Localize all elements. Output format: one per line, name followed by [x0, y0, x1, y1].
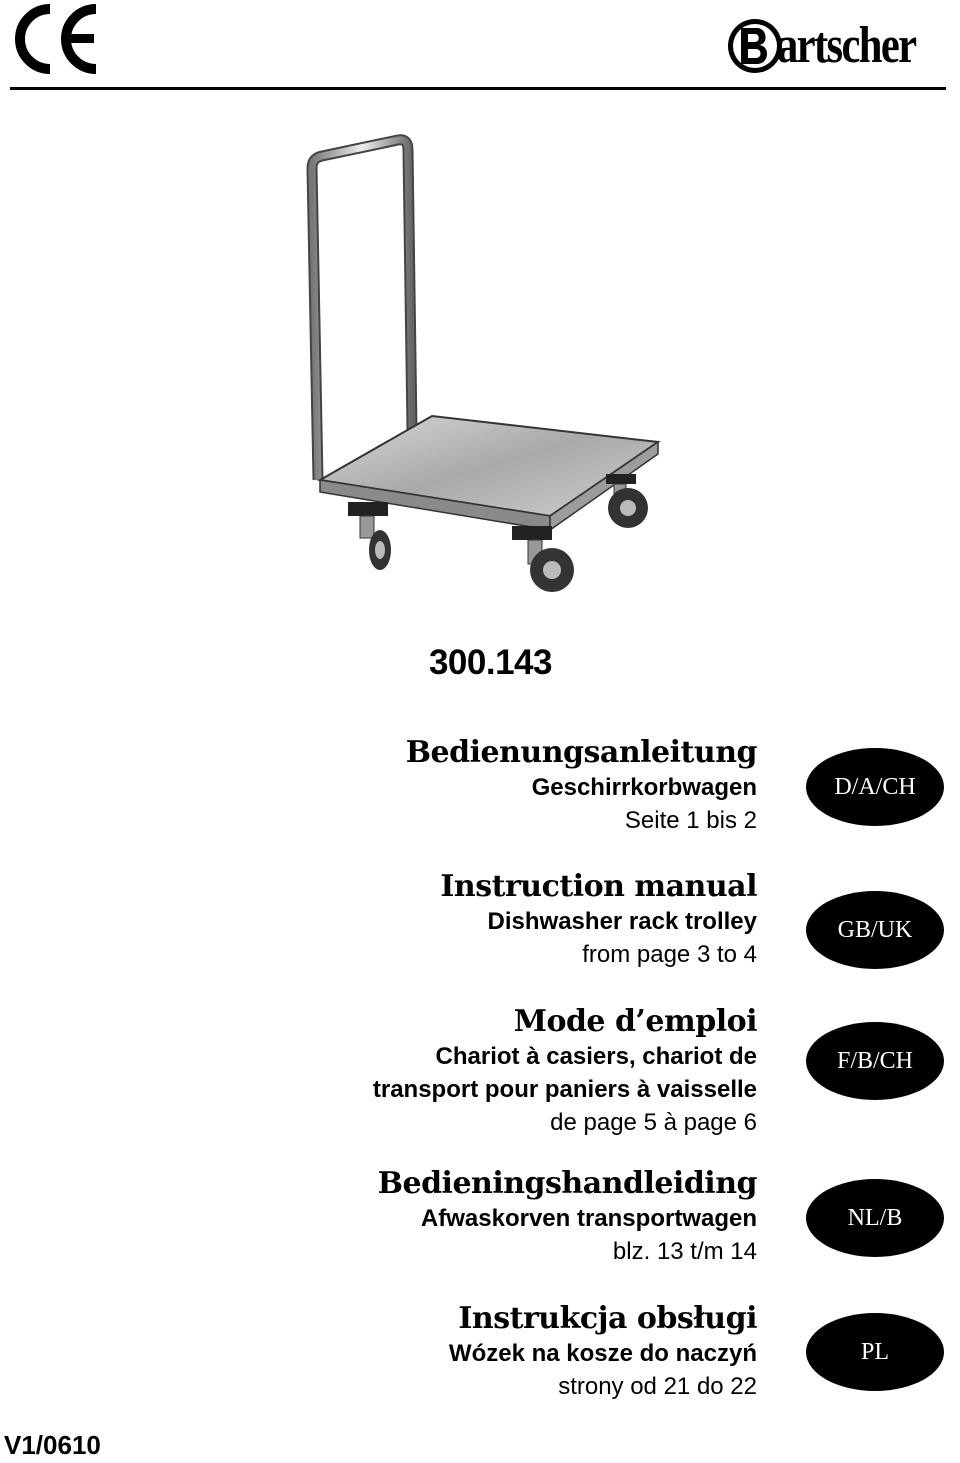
model-number: 300.143 — [428, 643, 552, 682]
language-badge-pl: PL — [806, 1313, 944, 1391]
manual-title-nl: Bedieningshandleiding — [377, 1166, 757, 1201]
language-section-fr — [197, 1004, 757, 1139]
manual-title-de: Bedienungsanleitung — [405, 735, 757, 770]
language-section-pl — [197, 1301, 757, 1403]
brand-logo — [727, 12, 946, 80]
language-badge-nl: NL/B — [806, 1179, 944, 1257]
language-section-en — [197, 869, 757, 971]
page-range-en: from page 3 to 4 — [582, 941, 757, 968]
ce-mark-icon — [10, 3, 102, 75]
product-name-en: Dishwasher rack trolley — [487, 908, 757, 935]
document-version: V1/0610 — [4, 1430, 101, 1460]
language-badge-fr: F/B/CH — [806, 1022, 944, 1100]
product-name-pl: Wózek na kosze do naczyń — [448, 1340, 757, 1367]
page-range-de: Seite 1 bis 2 — [624, 807, 757, 834]
brand-b-icon — [727, 16, 783, 76]
product-name-nl: Afwaskorven transportwagen — [420, 1205, 757, 1232]
page-range-pl: strony od 21 do 22 — [558, 1373, 757, 1400]
page-range-nl: blz. 13 t/m 14 — [612, 1238, 757, 1265]
brand-name: artscher — [777, 17, 916, 74]
language-section-de — [197, 735, 757, 837]
manual-title-fr: Mode d’emploi — [513, 1004, 757, 1039]
header-divider — [10, 87, 946, 90]
product-name-fr-line2: transport pour paniers à vaisselle — [372, 1076, 757, 1103]
language-badge-en: GB/UK — [806, 891, 944, 969]
page-range-fr: de page 5 à page 6 — [550, 1109, 757, 1136]
product-image — [300, 130, 670, 610]
product-name-fr-line1: Chariot à casiers, chariot de — [435, 1043, 757, 1070]
manual-title-pl: Instrukcja obsługi — [458, 1301, 757, 1336]
manual-title-en: Instruction manual — [440, 869, 757, 904]
language-badge-de: D/A/CH — [806, 748, 944, 826]
product-name-de: Geschirrkorbwagen — [531, 774, 757, 801]
language-section-nl — [197, 1166, 757, 1268]
